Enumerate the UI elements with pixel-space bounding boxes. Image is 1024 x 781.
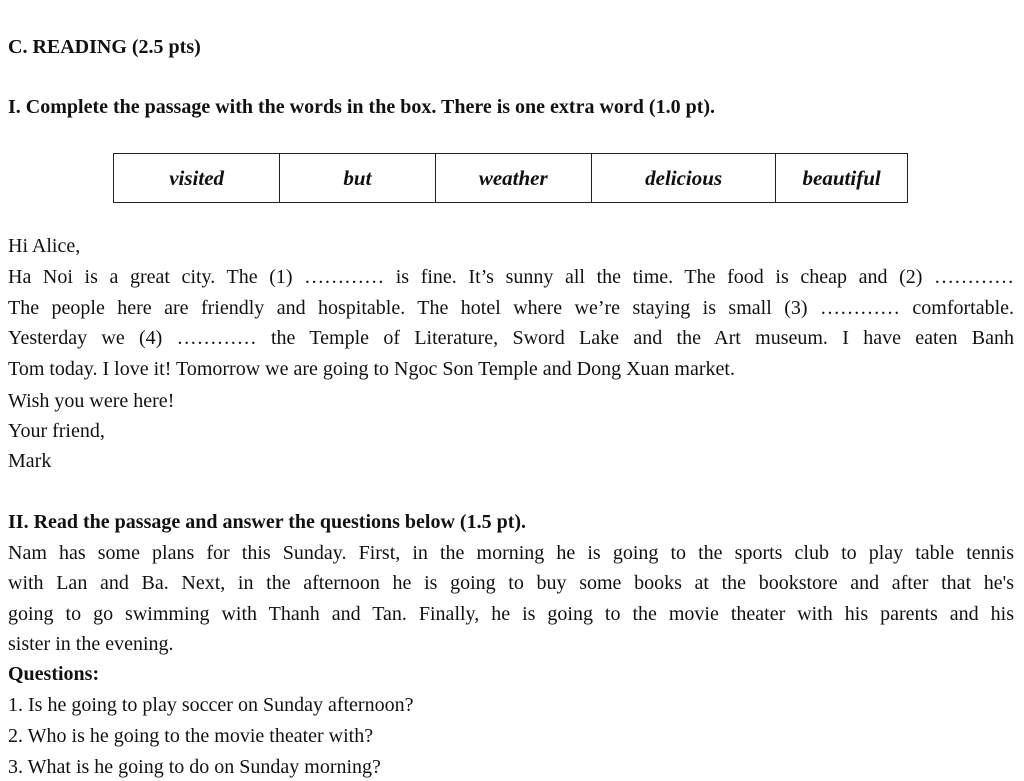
passage-line: with Lan and Ba. Next, in the afternoon he is going to buy some books at the bookstore and after that he's	[8, 572, 1014, 594]
letter-greeting: Hi Alice,	[8, 235, 81, 257]
passage-line: sister in the evening.	[8, 633, 174, 655]
part2-heading: II. Read the passage and answer the questions below (1.5 pt).	[8, 511, 527, 533]
passage-line: Nam has some plans for this Sunday. First, in the morning he is going to the sports club to play table tennis	[8, 542, 1014, 564]
letter-line: Tom today. I love it! Tomorrow we are going to Ngoc Son Temple and Dong Xuan market.	[8, 358, 735, 380]
part1-heading: I. Complete the passage with the words in the box. There is one extra word (1.0 pt).	[8, 96, 716, 118]
letter-wish: Wish you were here!	[8, 390, 175, 412]
passage-line: going to go swimming with Thanh and Tan. Finally, he is going to the movie theater with his parents and his	[8, 603, 1014, 625]
word-box-item: delicious	[591, 154, 775, 203]
question-item: 1. Is he going to play soccer on Sunday afternoon?	[8, 694, 414, 716]
letter-line: Ha Noi is a great city. The (1) ………… is fine. It’s sunny all the time. The food is cheap and (2) …………	[8, 266, 1014, 288]
letter-line: Yesterday we (4) ………… the Temple of Literature, Sword Lake and the Art museum. I have eaten Banh	[8, 327, 1014, 349]
letter-signature: Mark	[8, 450, 52, 472]
question-item: 2. Who is he going to the movie theater with?	[8, 725, 374, 747]
word-box-item: but	[280, 154, 435, 203]
word-box-item: beautiful	[776, 154, 908, 203]
question-item: 3. What is he going to do on Sunday morning?	[8, 756, 381, 778]
letter-line: The people here are friendly and hospitable. The hotel where we’re staying is small (3) ………… comfortable.	[8, 297, 1014, 319]
word-box-item: weather	[435, 154, 591, 203]
word-box-item: visited	[114, 154, 280, 203]
questions-label: Questions:	[8, 663, 100, 685]
letter-closing: Your friend,	[8, 420, 105, 442]
word-box	[113, 153, 908, 203]
section-title: C. READING (2.5 pts)	[8, 36, 201, 58]
